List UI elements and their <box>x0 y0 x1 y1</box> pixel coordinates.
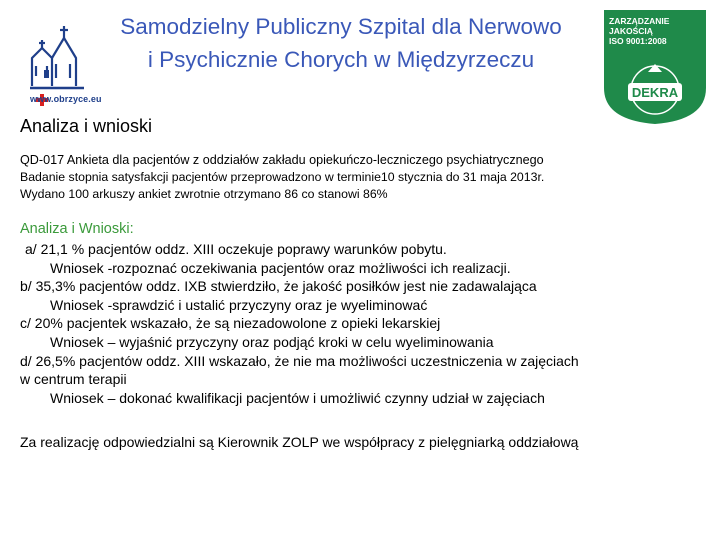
section-heading: Analiza i wnioski <box>20 116 153 136</box>
analysis-conclusion-c: Wniosek – wyjaśnić przyczyny oraz podjąć kroki w celu wyeliminowania <box>50 333 494 350</box>
qd-line-2: Badanie stopnia satysfakcji pacjentów przeprowadzono w terminie10 stycznia do 31 maja 2013r. <box>20 170 545 184</box>
qd-description <box>20 152 710 203</box>
title-line-1: Samodzielny Publiczny Szpital dla Nerwowo <box>120 14 562 39</box>
dekra-certificate-badge <box>600 8 710 126</box>
logo-url-text: www.obrzyce.eu <box>30 94 102 104</box>
badge-line-1: ZARZĄDZANIE <box>609 16 670 26</box>
analysis-item-a: a/ 21,1 % pacjentów oddz. XIII oczekuje poprawy warunków pobytu. <box>25 241 447 257</box>
page-title <box>96 10 586 76</box>
qd-line-3: Wydano 100 arkuszy ankiet zwrotnie otrzymano 86 co stanowi 86% <box>20 187 388 201</box>
analysis-conclusion-b: Wniosek -sprawdzić i ustalić przyczyny oraz je wyeliminować <box>50 296 428 313</box>
badge-line-2: JAKOŚCIĄ <box>609 26 653 36</box>
analysis-item-c: c/ 20% pacjentek wskazało, że są niezadowolone z opieki lekarskiej <box>20 315 441 332</box>
badge-line-3: ISO 9001:2008 <box>609 36 667 46</box>
footer-responsibility: Za realizację odpowiedzialni są Kierownik ZOLP we współpracy z pielęgniarką oddziałową <box>20 434 579 450</box>
qd-line-1: QD-017 Ankieta dla pacjentów z oddziałów zakładu opiekuńczo-leczniczego psychiatrycznego <box>20 153 544 167</box>
analysis-list <box>20 240 710 407</box>
analysis-title: Analiza i Wnioski: <box>20 221 134 237</box>
analysis-item-b: b/ 35,3% pacjentów oddz. IXB stwierdziło, że jakość posiłków jest nie zadawalająca <box>20 278 537 295</box>
analysis-conclusion-d: Wniosek – dokonać kwalifikacji pacjentów i umożliwić czynny udział w zajęciach <box>50 389 545 406</box>
title-line-2: i Psychicznie Chorych w Międzyrzeczu <box>147 47 535 72</box>
analysis-item-d: d/ 26,5% pacjentów oddz. XIII wskazało, że nie ma możliwości uczestniczenia w zajęciach <box>20 352 579 369</box>
badge-brand: DEKRA <box>631 85 679 100</box>
analysis-conclusion-a: Wniosek -rozpoznać oczekiwania pacjentów oraz możliwości ich realizacji. <box>50 259 511 276</box>
analysis-item-d-cont: w centrum terapii <box>20 371 127 388</box>
